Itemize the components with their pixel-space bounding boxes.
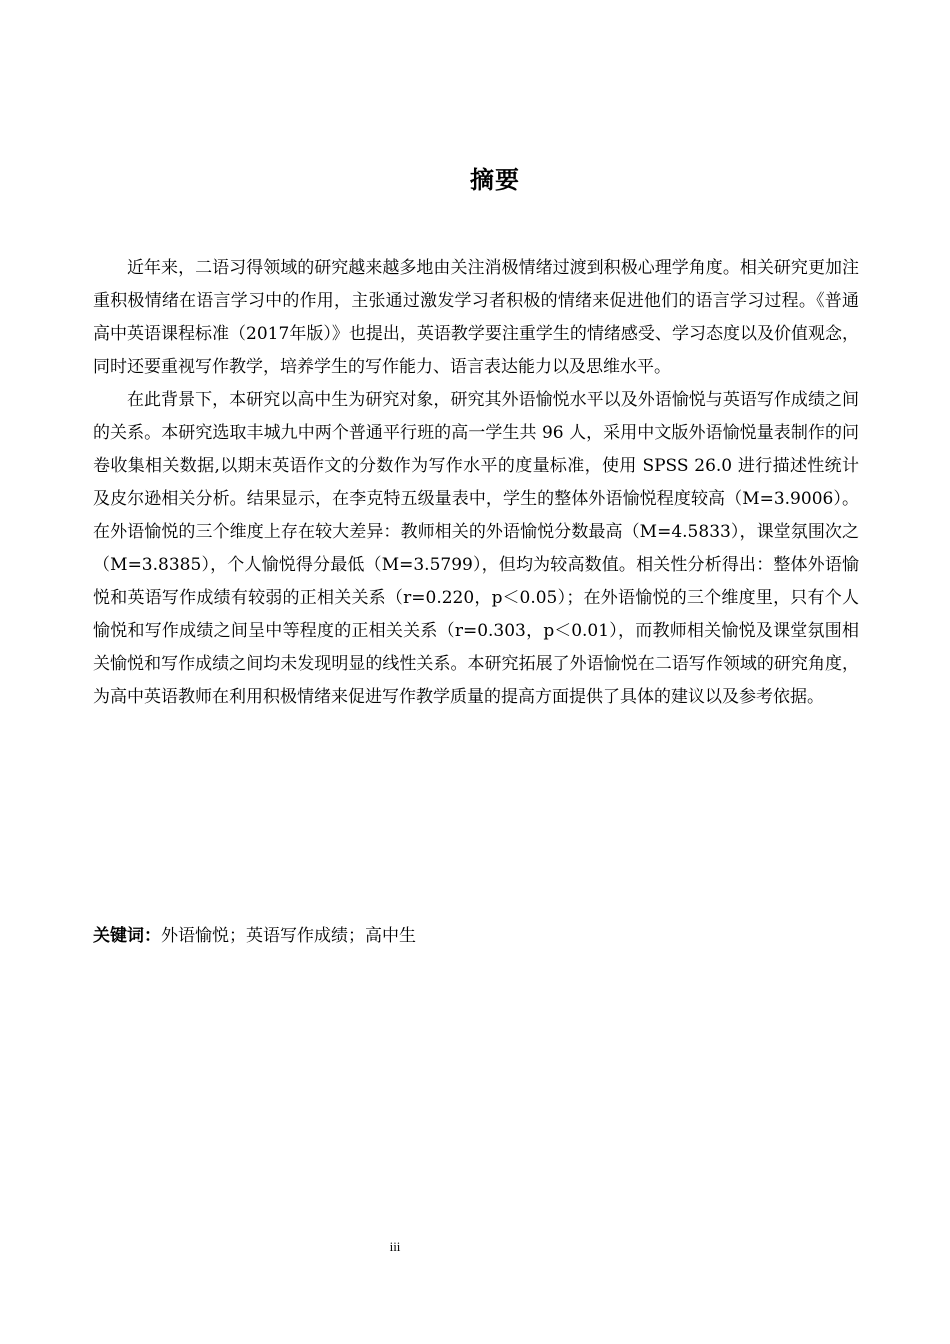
keywords-value: 外语愉悦；英语写作成绩；高中生 — [161, 926, 416, 946]
abstract-paragraph-1: 近年来，二语习得领域的研究越来越多地由关注消极情绪过渡到积极心理学角度。相关研究更加注重积极情绪在语言学习中的作用，主张通过激发学习者积极的情绪来促进他们的语言学习过程。《普通高中英语课程标准（2017年版）》也提出，英语教学要注重学生的情绪感受、学习态度以及价值观念，同时还要重视写作教学，培养学生的写作能力、语言表达能力以及思维水平。 — [93, 258, 859, 377]
page-number: iii — [389, 1239, 401, 1254]
abstract-paragraph-2: 在此背景下，本研究以高中生为研究对象，研究其外语愉悦水平以及外语愉悦与英语写作成绩之间的关系。本研究选取丰城九中两个普通平行班的高一学生共 96 人，采用中文版外语愉悦量表制作的问卷收集相关数据,以期末英语作文的分数作为写作水平的度量标准，使用 SPSS 26.0 进行描述性统计及皮尔逊相关分析。结果显示，在李克特五级量表中，学生的整体外语愉悦程度较高（M=3.9006）。在外语愉悦的三个维度上存在较大差异：教师相关的外语愉悦分数最高（M=4.5833），课堂氛围次之（M=3.8385），个人愉悦得分最低（M=3.5799），但均为较高数值。相关性分析得出：整体外语愉悦和英语写作成绩有较弱的正相关关系（r=0.220，p＜0.05）；在外语愉悦的三个维度里，只有个人愉悦和写作成绩之间呈中等程度的正相关关系（r=0.303，p＜0.01），而教师相关愉悦及课堂氛围相关愉悦和写作成绩之间均未发现明显的线性关系。本研究拓展了外语愉悦在二语写作领域的研究角度，为高中英语教师在利用积极情绪来促进写作教学质量的提高方面提供了具体的建议以及参考依据。 — [93, 390, 859, 707]
keywords-label: 关键词： — [93, 926, 161, 946]
abstract-title: 摘要 — [470, 166, 520, 194]
abstract-body — [93, 252, 859, 714]
keywords-line — [93, 920, 859, 953]
